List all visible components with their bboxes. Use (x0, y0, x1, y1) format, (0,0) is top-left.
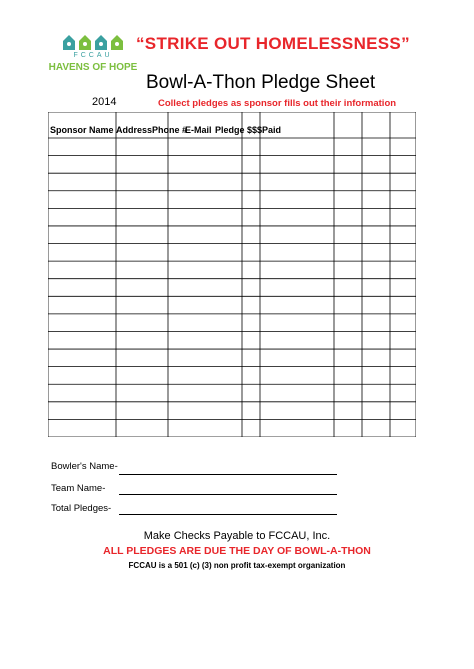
logo-org-text: FCCAU (73, 52, 113, 59)
bowler-name-label: Bowler's Name- (51, 461, 118, 472)
nonprofit-statement: FCCAU is a 501 (c) (3) non profit tax-exempt organization (128, 561, 346, 570)
payable-note: Make Checks Payable to FCCAU, Inc. (143, 530, 331, 542)
due-date-notice: ALL PLEDGES ARE DUE THE DAY OF BOWL-A-THON (103, 545, 371, 557)
team-name-field[interactable] (119, 494, 337, 495)
havens-of-hope-logo (48, 32, 138, 94)
column-header-sponsor-name: Sponsor Name (50, 125, 114, 135)
instruction-text: Collect pledges as sponsor fills out their information (158, 98, 397, 109)
total-pledges-label: Total Pledges- (51, 503, 112, 514)
column-header-address: Address (116, 125, 153, 135)
team-name-label: Team Name- (51, 483, 106, 494)
houses-icon (61, 32, 125, 52)
column-header-paid: Paid (262, 125, 282, 135)
column-header-email: E-Mail (185, 125, 212, 135)
logo-name-text: HAVENS OF HOPE (48, 62, 138, 73)
bowler-name-field[interactable] (119, 474, 337, 475)
column-header-phone: Phone # (152, 125, 188, 135)
total-pledges-field[interactable] (119, 514, 337, 515)
year-label: 2014 (92, 96, 117, 108)
page-title: Bowl-A-Thon Pledge Sheet (146, 72, 376, 93)
pledge-table (48, 112, 416, 437)
campaign-headline: “STRIKE OUT HOMELESSNESS” (136, 34, 410, 53)
column-header-pledge: Pledge $$$ (215, 125, 263, 135)
